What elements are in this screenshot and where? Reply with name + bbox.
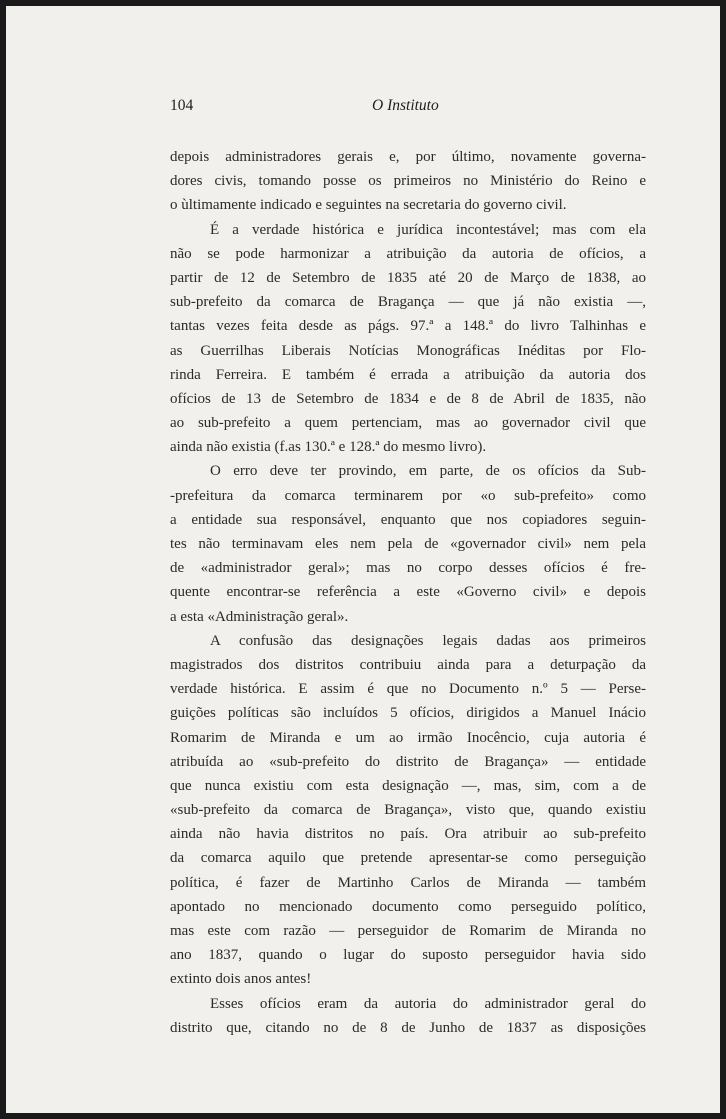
text-line: ao sub-prefeito a quem pertenciam, mas ao governador civil que [170, 415, 646, 432]
text-line: mas este com razão — perseguidor de Romarim de Miranda no [170, 923, 646, 939]
text-line: não se pode harmonizar a atribuição da autoria de ofícios, a [170, 245, 646, 262]
text-line: que nunca existiu com esta designação —, mas, sim, com a de [170, 777, 646, 794]
text-line: a entidade sua responsável, enquanto que nos copiadores seguin- [170, 511, 646, 528]
text-line: -prefeitura da comarca terminarem por «o sub-prefeito» como [170, 487, 646, 504]
text-line: extinto dois anos antes! [170, 971, 312, 988]
text-line: ofícios de 13 de Setembro de 1834 e de 8 de Abril de 1835, não [170, 390, 646, 407]
text-line: da comarca aquilo que pretende apresentar-se como perseguição [170, 850, 646, 867]
text-line: a esta «Administração geral». [170, 608, 349, 625]
text-line: política, é fazer de Martinho Carlos de Miranda — também [170, 874, 646, 891]
page-header [170, 97, 646, 119]
text-line: ainda não existia (f.as 130.ª e 128.ª do mesmo livro). [170, 439, 487, 456]
text-line: Romarim de Miranda e um ao irmão Inocêncio, cuja autoria é [170, 729, 646, 746]
text-line: atribuída ao «sub-prefeito do distrito de Bragança» — entidade [170, 753, 646, 770]
body-text [170, 145, 646, 1040]
text-line: magistrados dos distritos contribuiu ainda para a deturpação da [170, 656, 646, 673]
text-line: O erro deve ter provindo, em parte, de os ofícios da Sub- [210, 463, 646, 480]
text-line: tantas vezes feita desde as págs. 97.ª a 148.ª do livro Talhinhas e [170, 318, 646, 335]
running-title: O Instituto [372, 97, 439, 114]
text-line: A confusão das designações legais dadas aos primeiros [210, 632, 646, 649]
text-line: ano 1837, quando o lugar do suposto perseguidor havia sido [170, 947, 646, 964]
text-line: distrito que, citando no de 8 de Junho de 1837 as disposições [170, 1019, 646, 1036]
text-line: apontado no mencionado documento como perseguido político, [170, 898, 646, 915]
text-line: «sub-prefeito da comarca de Bragança», visto que, quando existiu [170, 802, 646, 819]
text-line: rinda Ferreira. E também é errada a atribuição da autoria dos [170, 366, 646, 383]
text-line: ainda não havia distritos no país. Ora atribuir ao sub-prefeito [170, 826, 646, 843]
text-line: sub-prefeito da comarca de Bragança — que já não existia —, [170, 294, 646, 311]
page-number: 104 [170, 97, 194, 114]
text-line: as Guerrilhas Liberais Notícias Monográficas Inéditas por Flo- [170, 342, 646, 359]
text-line: verdade histórica. E assim é que no Documento n.º 5 — Perse- [170, 681, 646, 698]
text-line: de «administrador geral»; mas no corpo desses ofícios é fre- [170, 560, 646, 577]
text-line: o ùltimamente indicado e seguintes na secretaria do governo civil. [170, 197, 567, 214]
text-line: depois administradores gerais e, por último, novamente governa- [170, 149, 646, 165]
text-line: quente encontrar-se referência a este «Governo civil» e depois [170, 584, 646, 601]
book-page [6, 6, 720, 1113]
text-line: É a verdade histórica e jurídica incontestável; mas com ela [210, 221, 646, 238]
text-line: dores civis, tomando posse os primeiros no Ministério do Reino e [170, 173, 646, 190]
text-line: Esses ofícios eram da autoria do administrador geral do [210, 995, 646, 1012]
text-line: guições políticas são incluídos 5 ofícios, dirigidos a Manuel Inácio [170, 705, 646, 722]
text-line: tes não terminavam eles nem pela de «governador civil» nem pela [170, 536, 646, 552]
text-line: partir de 12 de Setembro de 1835 até 20 de Março de 1838, ao [170, 269, 646, 286]
